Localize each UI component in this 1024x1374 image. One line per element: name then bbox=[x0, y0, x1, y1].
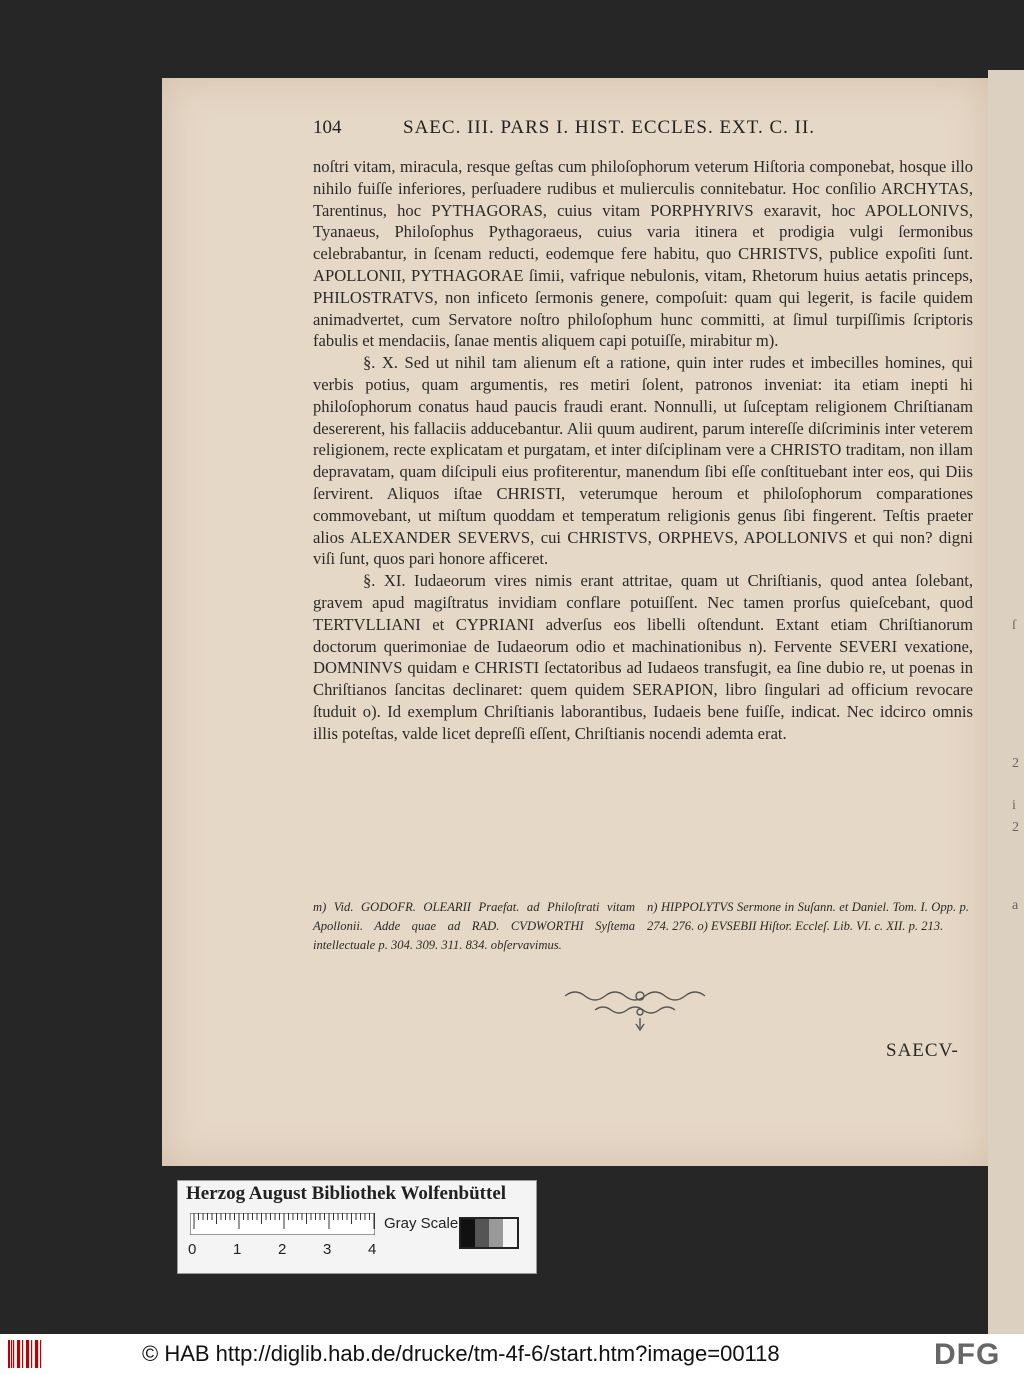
ruler-number: 4 bbox=[368, 1241, 377, 1258]
barcode-bar bbox=[13, 1340, 14, 1368]
barcode-bar bbox=[28, 1340, 29, 1368]
paragraph-section-x: §. X. Sed ut nihil tam alienum eſt a ratione, quin inter rudes et imbecilles homines, qui verbis potius, quam argumentis, res metiri ſolent, patronos inveniat: ita etiam inepti hi philoſophorum conatus haud paucis fraudi erant. Nonnulli, ut ſuſceptam religionem Chriſtianam desererent, his fallaciis adducebantur. Alii quum audirent, parum intereſſe diſcriminis inter veterem religionem, recte explicatam et purgatam, et inter diſciplinam vere a CHRISTO traditam, non illam depravatam, quam diſcipuli eius profiterentur, manendum ſibi eſſe conſtituebant inter eos, qui Diis ſervirent. Aliquos iſtae CHRISTI, veterumque heroum et philoſophorum comparationes commovebant, ut miſtum quoddam et temperatum religionis genus ſibi fingerent. Teſtis praeter alios ALEXANDER SEVERVS, cui CHRISTVS, ORPHEVS, APOLLONIVS et qui non? digni viſi ſunt, quos pari honore afficeret. bbox=[313, 353, 973, 569]
ruler-number: 1 bbox=[233, 1241, 242, 1258]
ruler-number: 0 bbox=[188, 1241, 197, 1258]
barcode-bar bbox=[37, 1340, 38, 1368]
viewer-footer bbox=[0, 1334, 1024, 1374]
dfg-logo: DFG bbox=[934, 1338, 1001, 1371]
main-text bbox=[313, 156, 973, 745]
barcode-bar bbox=[26, 1340, 28, 1368]
barcode-icon bbox=[8, 1338, 44, 1370]
ghost-glyph: 2 bbox=[1012, 820, 1019, 835]
barcode-bar bbox=[17, 1340, 19, 1368]
ruler-number: 2 bbox=[278, 1241, 287, 1258]
ghost-glyph: a bbox=[1012, 898, 1019, 913]
gray-swatch bbox=[461, 1219, 475, 1247]
barcode-bar bbox=[40, 1340, 41, 1368]
barcode-bar bbox=[8, 1340, 10, 1368]
gray-swatch bbox=[489, 1219, 503, 1247]
barcode-bar bbox=[22, 1340, 23, 1368]
barcode-bar bbox=[31, 1340, 32, 1368]
measurement-ruler bbox=[190, 1213, 375, 1235]
barcode-bar bbox=[35, 1340, 37, 1368]
ruler-number: 3 bbox=[323, 1241, 332, 1258]
ghost-glyph: i bbox=[1012, 798, 1016, 813]
gray-swatch bbox=[475, 1219, 489, 1247]
ghost-glyph: 2 bbox=[1012, 756, 1019, 771]
library-name: Herzog August Bibliothek Wolfenbüttel bbox=[186, 1183, 507, 1204]
printer-ornament bbox=[555, 984, 725, 1034]
adjacent-page-edge bbox=[988, 70, 1024, 1334]
paragraph-section-xi: §. XI. Iudaeorum vires nimis erant attritae, quam ut Chriſtianis, quod antea ſolebant, gravem apud magiſtratus invidiam conflare potuiſſent. Nec tamen prorſus quieſcebant, quod TERTVLLIANI et CYPRIANI adverſus eos libelli oſtendunt. Extant etiam Chriſtianorum doctorum querimoniae de Iudaeorum odio et machinationibus n). Fervente SEVERI vexatione, DOMNINVS quidam e CHRISTI ſectatoribus ad Iudaeos transfugit, ea ſine dubio re, ut poenas in Chriſtianos ſancitas declinaret: quem quidem SERAPION, libro ſingulari ad officium revocare ſtuduit o). Id exemplum Chriſtianis laborantibus, Iudaeis bene fuiſſe, indicat. Nec idcirco omnis illis poteſtas, valde licet depreſſi eſſent, Chriſtianis nocendi ademta erat. bbox=[313, 571, 973, 743]
barcode-bar bbox=[19, 1340, 20, 1368]
footnote-left: m) Vid. GODOFR. OLEARII Praefat. ad Philoſtrati vitam Apollonii. Adde quae ad RAD. CVDWORTHI Syſtema intellectuale p. 304. 309. 311. 834. obſervavimus. bbox=[313, 900, 635, 952]
catchword: SAECV- bbox=[886, 1040, 959, 1061]
gray-scale-label: Gray Scale bbox=[384, 1215, 459, 1232]
gray-swatch bbox=[503, 1219, 517, 1247]
scan-color-target bbox=[177, 1180, 537, 1274]
ghost-glyph: ſ bbox=[1012, 618, 1016, 633]
source-link[interactable]: © HAB http://diglib.hab.de/drucke/tm-4f-6/start.htm?image=00118 bbox=[142, 1341, 780, 1366]
paragraph-continuation: noſtri vitam, miracula, resque geſtas cum philoſophorum veterum Hiſtoria componebat, hosque illo nihilo fuiſſe inferiores, perſuadere rudibus et mulierculis connitebatur. Hoc conſilio ARCHYTAS, Tarentinus, hoc PYTHAGORAS, cuius vitam PORPHYRIVS exaravit, hoc APOLLONIVS, Tyanaeus, Philoſophus Pythagoraeus, cuius varia itinera et prodigia vulgi ſermonibus celebrabantur, in ſcenam reducti, eodemque fere habitu, quo CHRISTVS, publice expoſiti ſunt. APOLLONII, PYTHAGORAE ſimii, vafrique nebulonis, vitam, Rhetorum huius aetatis princeps, PHILOSTRATVS, non inficeto ſermonis genere, compoſuit: quam qui legerit, is facile quidem animadvertet, cum Servatore noſtro philoſophum hunc committi, at ſimul turpiſſimis ſcriptoris fabulis et mendaciis, ſanae mentis aliquem capi potuiſſe, mirabitur m). bbox=[313, 157, 973, 351]
gray-scale-swatches bbox=[459, 1217, 519, 1249]
barcode-bar bbox=[11, 1340, 12, 1368]
running-title: SAEC. III. PARS I. HIST. ECCLES. EXT. C. II. bbox=[403, 117, 816, 138]
page-number: 104 bbox=[313, 117, 342, 138]
running-header bbox=[313, 117, 973, 143]
footnote-right: n) HIPPOLYTVS Sermone in Suſann. et Daniel. Tom. I. Opp. p. 274. 276. o) EVSEBII Hiſtor. Eccleſ. Lib. VI. c. XII. p. 213. bbox=[647, 900, 969, 933]
